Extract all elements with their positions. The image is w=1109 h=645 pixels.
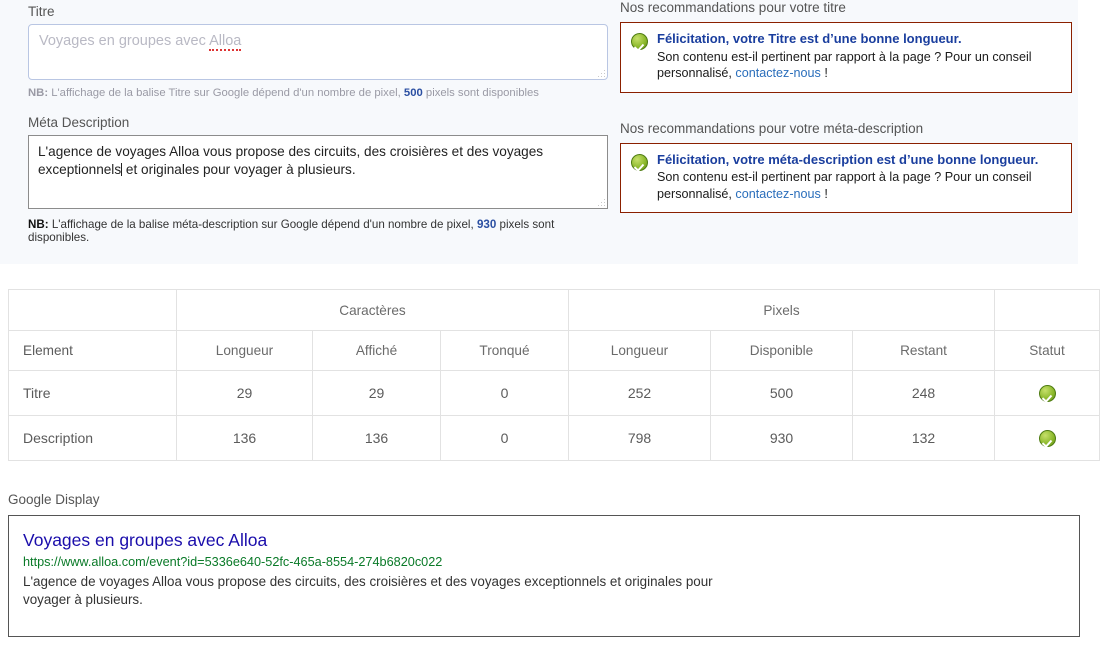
description-recommendation-text	[657, 152, 1061, 203]
title-recommendation-heading: Nos recommandations pour votre titre	[620, 0, 846, 15]
group-header-pixels: Pixels	[569, 290, 995, 331]
title-input[interactable]	[28, 24, 608, 80]
editor-panel	[0, 0, 1078, 264]
title-pixel-note	[28, 87, 608, 99]
column-header-car-affiche: Affiché	[313, 331, 441, 371]
cell-car-affiche: 29	[313, 371, 441, 416]
ok-check-icon	[631, 154, 648, 171]
description-field-label: Méta Description	[28, 115, 130, 130]
title-recommendation-body-2: !	[824, 66, 828, 80]
cell-element: Description	[9, 416, 177, 461]
resize-grip-icon[interactable]	[596, 68, 605, 77]
google-display-description-line-2: exceptionnels et originales pour voyager à plusieurs.	[23, 574, 713, 607]
description-recommendation-body-2: !	[824, 186, 828, 201]
google-display-title[interactable]: Voyages en groupes avec Alloa	[23, 530, 268, 550]
stats-table	[8, 289, 1100, 461]
cell-px-restant: 248	[853, 371, 995, 416]
group-header-empty-left	[9, 290, 177, 331]
description-note-prefix: NB:	[28, 218, 49, 231]
spacer	[620, 93, 1072, 121]
cell-element: Titre	[9, 371, 177, 416]
group-header-empty-right	[995, 290, 1100, 331]
title-recommendation-headline: Félicitation, votre Titre est d’une bonne longueur.	[657, 31, 962, 46]
recommendations-column	[620, 0, 1072, 213]
description-line-2-a: exceptionnels	[38, 162, 122, 177]
contact-us-link[interactable]: contactez-nous	[735, 66, 821, 80]
column-header-px-disponible: Disponible	[711, 331, 853, 371]
cell-statut	[995, 416, 1100, 461]
description-pixel-note	[28, 218, 608, 244]
title-recommendation-body-1: Son contenu est-il pertinent par rapport à la page ? Pour un conseil personnalisé,	[657, 49, 1032, 80]
column-header-px-restant: Restant	[853, 331, 995, 371]
google-display-description	[23, 573, 763, 609]
description-line-2-b: et originales pour voyager à plusieurs.	[122, 162, 356, 177]
google-display-label: Google Display	[8, 492, 100, 507]
stats-table-wrapper	[8, 289, 1100, 461]
title-recommendation-text	[657, 31, 1061, 82]
cell-px-longueur: 252	[569, 371, 711, 416]
description-recommendation-headline: Félicitation, votre méta-description est d’une bonne longueur.	[657, 151, 1039, 167]
cell-car-longueur: 29	[177, 371, 313, 416]
title-note-number: 500	[403, 87, 423, 99]
description-recommendation-heading: Nos recommandations pour votre méta-description	[620, 120, 924, 136]
cell-px-disponible: 930	[711, 416, 853, 461]
title-recommendation-box	[620, 22, 1072, 93]
resize-grip-icon[interactable]	[596, 197, 605, 206]
title-field-label: Titre	[28, 4, 55, 19]
title-input-misspelled-word: Alloa	[209, 33, 242, 49]
column-header-car-tronque: Tronqué	[441, 331, 569, 371]
table-row	[9, 371, 1100, 416]
ok-check-icon	[1039, 385, 1056, 402]
description-note-text-1: L'affichage de la balise méta-description sur Google dépend d'un nombre de pixel,	[51, 218, 474, 231]
table-row	[9, 416, 1100, 461]
column-header-car-longueur: Longueur	[177, 331, 313, 371]
description-line-1: L'agence de voyages Alloa vous propose des circuits, des croisières et des voyages	[38, 144, 544, 159]
description-recommendation-body-1: Son contenu est-il pertinent par rapport à la page ? Pour un conseil personnalisé,	[657, 170, 1032, 201]
title-note-text-2: pixels sont disponibles	[425, 87, 539, 99]
cell-px-disponible: 500	[711, 371, 853, 416]
table-group-header-row	[9, 290, 1100, 331]
title-note-prefix: NB:	[28, 87, 49, 99]
description-note-text-2: pixels sont disponibles.	[28, 218, 555, 244]
google-display-description-line-1: L'agence de voyages Alloa vous propose des circuits, des croisières et des voyages	[23, 574, 521, 589]
table-header-row	[9, 331, 1100, 371]
ok-check-icon	[631, 33, 648, 50]
column-header-element: Element	[9, 331, 177, 371]
title-note-text-1: L'affichage de la balise Titre sur Google dépend d'un nombre de pixel,	[51, 87, 401, 99]
ok-check-icon	[1039, 430, 1056, 447]
cell-car-tronque: 0	[441, 371, 569, 416]
cell-car-affiche: 136	[313, 416, 441, 461]
cell-car-tronque: 0	[441, 416, 569, 461]
description-recommendation-box	[620, 143, 1072, 214]
title-input-text: Voyages en groupes avec	[39, 33, 210, 49]
column-header-statut: Statut	[995, 331, 1100, 371]
meta-description-textarea[interactable]	[28, 135, 608, 209]
group-header-caracteres: Caractères	[177, 290, 569, 331]
editor-left-column	[28, 4, 608, 244]
cell-car-longueur: 136	[177, 416, 313, 461]
description-note-number: 930	[476, 218, 497, 231]
cell-statut	[995, 371, 1100, 416]
google-display-preview	[8, 515, 1080, 637]
cell-px-restant: 132	[853, 416, 995, 461]
column-header-px-longueur: Longueur	[569, 331, 711, 371]
google-display-url: https://www.alloa.com/event?id=5336e640-52fc-465a-8554-274b6820c022	[23, 555, 443, 569]
cell-px-longueur: 798	[569, 416, 711, 461]
contact-us-link[interactable]: contactez-nous	[735, 186, 821, 201]
